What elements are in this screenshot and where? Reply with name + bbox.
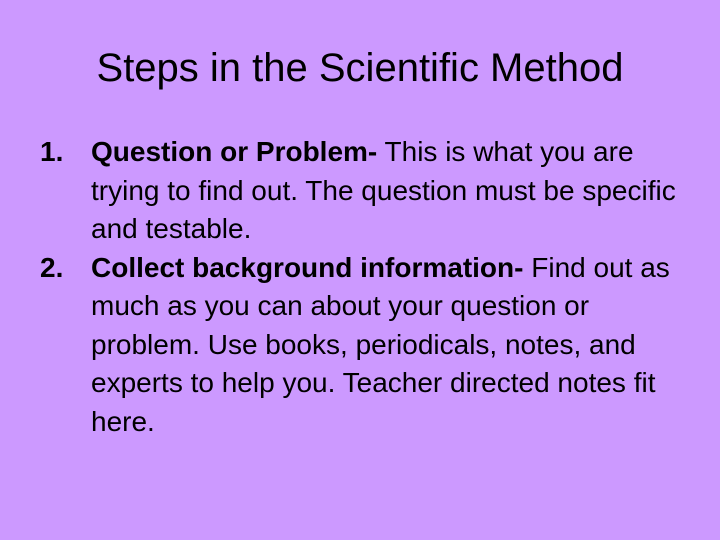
step-text: This is what you are trying to find out. The question must be specific and testable. <box>91 136 676 244</box>
step-text: Find out as much as you can about your question or problem. Use books, periodicals, notes, and experts to help you. Teacher directed notes fit here. <box>91 251 670 437</box>
step-heading: Question or Problem- <box>91 136 378 167</box>
slide-title: Steps in the Scientific Method <box>96 46 624 90</box>
steps-list <box>40 133 680 441</box>
step-item-question <box>40 133 680 249</box>
step-item-background-information <box>40 249 680 442</box>
step-number: 2. <box>40 251 64 283</box>
step-number: 1. <box>40 136 64 167</box>
step-heading: Collect background information- <box>91 251 524 283</box>
